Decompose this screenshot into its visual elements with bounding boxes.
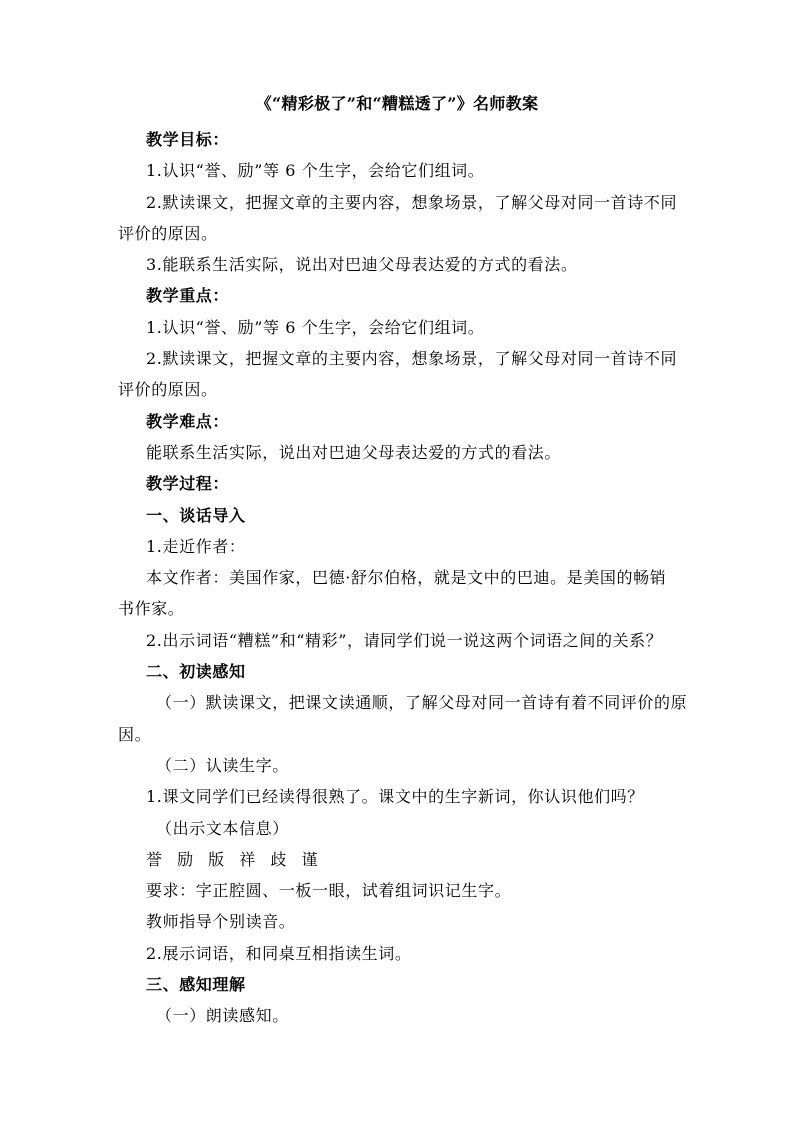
paragraph-line: 评价的原因。	[118, 380, 218, 400]
document-title: 《“精彩极了”和“糟糕透了”》名师教案	[255, 94, 539, 113]
section-heading: 一、谈话导入	[146, 505, 246, 525]
paragraph-line: 3.能联系生活实际，说出对巴迪父母表达爱的方式的看法。	[146, 255, 578, 275]
paragraph-line: 本文作者：美国作家，巴德·舒尔伯格，就是文中的巴迪。是美国的畅销	[146, 568, 667, 588]
paragraph-line: 2.出示词语“糟糕”和“精彩”，请同学们说一说这两个词语之间的关系？	[146, 630, 663, 650]
paragraph-line: 1.认识“誉、励”等 6 个生字，会给它们组词。	[146, 317, 485, 337]
paragraph-line: 要求：字正腔圆、一板一眼，试着组词识记生字。	[146, 881, 512, 901]
paragraph-line: 1.课文同学们已经读得很熟了。课文中的生字新词，你认识他们吗？	[146, 787, 644, 807]
section-heading: 三、感知理解	[146, 975, 246, 995]
paragraph-line: 誉 励 版 祥 歧 谨	[146, 849, 323, 869]
paragraph-line: 因。	[118, 724, 152, 744]
paragraph-line: （二）认读生字。	[156, 755, 289, 775]
paragraph-line: 评价的原因。	[118, 223, 218, 243]
document-body	[118, 124, 688, 1032]
paragraph-line: 能联系生活实际，说出对巴迪父母表达爱的方式的看法。	[146, 442, 562, 462]
paragraph-line: 书作家。	[118, 599, 185, 619]
section-heading: 教学过程：	[146, 474, 230, 494]
section-heading: 教学重点：	[146, 286, 230, 306]
paragraph-line: 2.默读课文，把握文章的主要内容，想象场景，了解父母对同一首诗不同	[146, 192, 678, 212]
paragraph-line: 1.走近作者：	[146, 536, 246, 556]
paragraph-line: 2.默读课文，把握文章的主要内容，想象场景，了解父母对同一首诗不同	[146, 349, 678, 369]
section-heading: 教学目标：	[146, 130, 230, 149]
paragraph-line: 教师指导个别读音。	[146, 912, 296, 932]
paragraph-line: （出示文本信息）	[156, 818, 289, 838]
paragraph-line: （一）朗读感知。	[156, 1006, 289, 1026]
paragraph-line: 1.认识“誉、励”等 6 个生字，会给它们组词。	[146, 161, 485, 181]
section-heading: 二、初读感知	[146, 662, 246, 682]
section-heading: 教学难点：	[146, 411, 230, 431]
paragraph-line: （一）默读课文，把课文读通顺，了解父母对同一首诗有着不同评价的原	[156, 693, 688, 713]
paragraph-line: 2.展示词语，和同桌互相指读生词。	[146, 943, 412, 963]
